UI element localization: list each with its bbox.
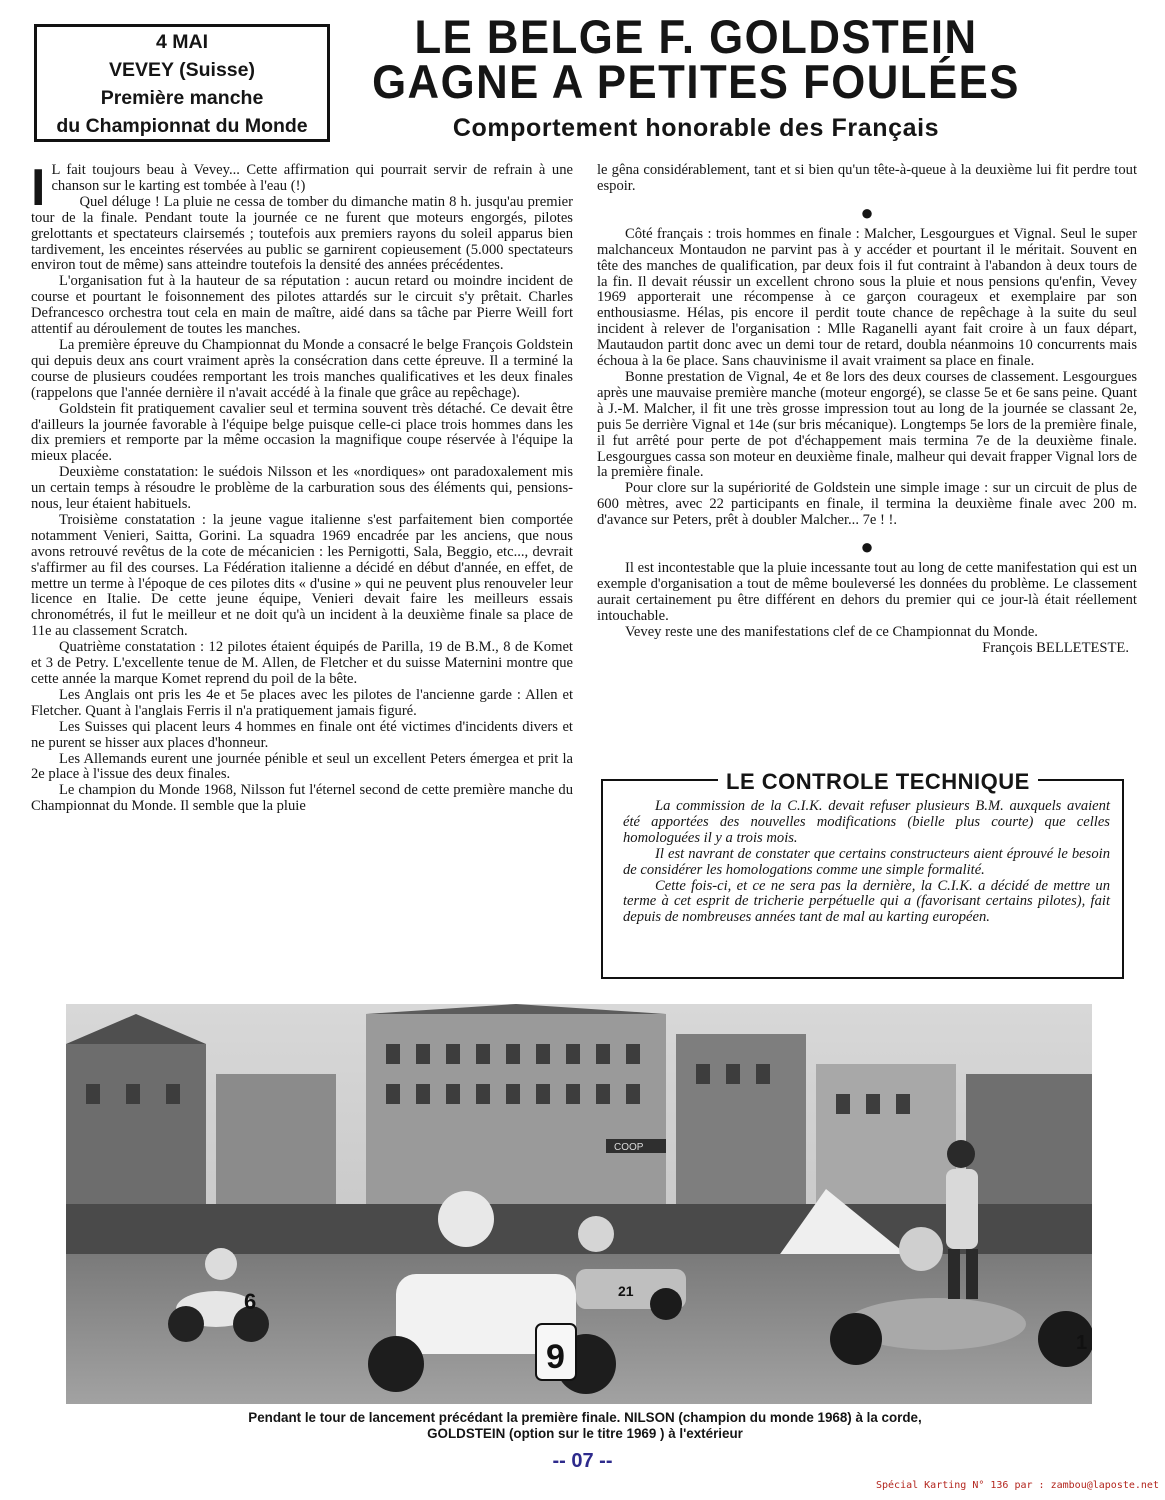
paragraph: Goldstein fit pratiquement cavalier seul et termina souvent très détaché. Ce devait être d'ailleurs la journée favorable à l'équipe belge puisque celle-ci place trois hommes dans les dix premiers et remporte par la même occasion la magnifique coupe réservée à l'équipe la mieux placée. [31, 400, 573, 465]
headline-line-1: LE BELGE F. GOLDSTEIN [414, 10, 978, 63]
drop-cap: I [31, 159, 46, 217]
kart-number: 1 [1076, 1332, 1088, 1354]
headline-line-2: GAGNE A PETITES FOULÉES [372, 55, 1020, 108]
author-signature: François BELLETESTE. [982, 639, 1129, 656]
headline [368, 10, 1025, 108]
technical-paragraph: Cette fois-ci, et ce ne sera pas la dernière, la C.I.K. a décidé de mettre un terme à cet esprit de tricherie perpétuelle qui a (favorisant certains pilotes), fait depuis de nombreuses années tant de mal au karting européen. [623, 877, 1110, 926]
footer-credit: Spécial Karting N° 136 par : zambou@laposte.net [876, 1480, 1159, 1491]
date-line: 4 MAI [155, 31, 208, 53]
paragraph: Les Allemands eurent une journée pénible et seul un excellent Peters émergea et prit la 2e place à l'issue des deux finales. [31, 750, 573, 783]
section-bullet: ● [860, 534, 874, 560]
paragraph: L fait toujours beau à Vevey... Cette affirmation qui pourrait servir de refrain à une chanson sur le karting est tombée à l'eau (!) [51, 162, 573, 194]
technical-control-box [601, 769, 1124, 979]
paragraph: La première épreuve du Championnat du Monde a consacré le belge François Goldstein qui depuis deux ans court vraiment après la consécration dans cette épreuve. Il a terminé la course de plusieurs coudées remportant les trois manches qualificatives et les deux finales (rappelons que l'année dernière il n'avait accédé à la finale que grâce au repêchage). [31, 336, 573, 401]
technical-paragraph: La commission de la C.I.K. devait refuser plusieurs B.M. auxquels avaient été apportées des nouvelles modifications (bielle plus courte) que celles homologuées il y a trois mois. [623, 798, 1110, 846]
caption-line-1: Pendant le tour de lancement précédant la première finale. NILSON (champion du monde 1968) à la corde, [248, 1410, 922, 1425]
shop-sign: COOP [614, 1142, 644, 1153]
kart-number: 6 [244, 1289, 257, 1314]
paragraph: Quatrième constatation : 12 pilotes étaient équipés de Parilla, 19 de B.M., 8 de Komet et 3 de Petry. L'excellente tenue de M. Allen, de Fletcher et du suisse Maternini montre que cette année la marque Komet reprend du poil de la bête. [31, 639, 573, 687]
paragraph: Vevey reste une des manifestations clef de ce Championnat du Monde. [625, 623, 1038, 640]
subheadline: Comportement honorable des Français [452, 114, 940, 142]
kart-number: 9 [546, 1338, 565, 1376]
paragraph: Le champion du Monde 1968, Nilsson fut l'éternel second de cette première manche du Championnat du Monde. Il semble que la pluie [31, 782, 573, 815]
paragraph: L'organisation fut à la hauteur de sa réputation : aucun retard ou moindre incident de course et pourtant le foisonnement des pilotes attardés sur le circuit s'y prêtait. Charles Defrancesco orchestra tout cela en main de maître, aidé dans sa tâche par Pierre Weill fort attentif au déroulement de toutes les manches. [31, 273, 573, 338]
paragraph: Deuxième constatation: le suédois Nilsson et les «nordiques» ont paradoxalement mis un certain temps à résoudre le problème de la carburation sous des éléments qui, pensions-nous, leur étaient habituels. [31, 464, 573, 513]
championship-line: du Championnat du Monde [56, 115, 308, 137]
technical-box-title: LE CONTROLE TECHNIQUE [718, 769, 1038, 795]
location-line: VEVEY (Suisse) [109, 59, 255, 81]
page-number: -- 07 -- [552, 1450, 613, 1472]
paragraph: Troisième constatation : la jeune vague italienne s'est parfaitement bien comportée notamment Venieri, Saitta, Gorini. La squadra 1969 encadrée par les anciens, que nous avons retrouvé revêtus de la cote de mécanicien : les Pernigotti, Sala, Beggio, etc..., devrait s'affirmer au fil des courses. La Fédération italienne a décidé en début d'année, en effet, de mettre un terme à l'époque de ces pilotes dits « d'usine » qui ne peuvent plus renouveler leur licence en Italie. De cette jeune équipe, Venieri devait faire les meilleurs essais chronométrés, il fut le meilleur et ne doit qu'à un incident à la deuxième finale sa place de 11e au classement Scratch. [31, 511, 573, 640]
paragraph: Les Anglais ont pris les 4e et 5e places avec les pilotes de l'ancienne garde : Allen et Fletcher. Quant à l'anglais Ferris il n'a pratiquement jamais figuré. [31, 686, 573, 719]
photo-caption [100, 1410, 1070, 1442]
paragraph: Il est incontestable que la pluie incessante tout au long de cette manifestation qui est un exemple d'organisation a tout de même bouleversé les données du problème. Le classement aurait certainement pu être différent en dehors du premier qui ce jour-là était réellement intouchable. [597, 560, 1137, 624]
kart-number: 21 [618, 1283, 634, 1299]
section-bullet: ● [860, 199, 874, 225]
paragraph: Les Suisses qui placent leurs 4 hommes en finale ont été victimes d'incidents divers et ne purent se hisser aux places d'honneur. [31, 718, 573, 751]
paragraph: le gêna considérablement, tant et si bien qu'un tête-à-queue à la deuxième lui fit perdre tout espoir. [597, 162, 1137, 194]
paragraph: Côté français : trois hommes en finale : Malcher, Lesgourgues et Vignal. Seul le super malchanceux Montaudon ne parvint pas à y accéder et pourtant il le méritait. Souvent en tête des manches de qualification, par deux fois il fut contraint à l'abandon à deux tours de la fin. Il devait réussir un excellent chrono sous la pluie et nous pensions qu'enfin, Vevey 1969 apporterait une récompense à ce garçon courageux et exemplaire par son enthousiasme. Hélas, pis encore il perdit toute chance de repêchage à la suite du seul incident à relever de l'organisation : Mlle Raganelli ayant fait croire à un faux départ, Mautaudon partit donc avec un demi tour de retard, doubla néanmoins 10 concurrents mais échoua à la 6e place. Sans chauvinisme il avait vraiment sa place en finale. [597, 225, 1137, 370]
round-line: Première manche [100, 87, 264, 109]
article-right-column [597, 163, 1137, 656]
paragraph: Quel déluge ! La pluie ne cessa de tomber du dimanche matin 8 h. jusqu'au premier tour de la finale. Pendant toute la journée ce ne furent que moteurs engorgés, pilotes grelottants et spectateurs clairsemés ; toutefois aux premiers rayons du soleil apparus bien tardivement, les enceintes réservées au public se garnirent copieusement (5.000 spectateurs environ tout de même) sans atteindre toutefois la densité des années précédentes. [31, 193, 573, 274]
paragraph: Bonne prestation de Vignal, 4e et 8e lors des deux courses de classement. Lesgourgues après une mauvaise première manche (moteur engorgé), se classe 5e et 6e sans peine. Quant à J.-M. Malcher, il fit une très grosse impression tout au long de la journée se classant 2e, puis 5e derrière Vignal et 14e (sur bris mécanique). Longtemps 5e lors de la première finale, il fut arrêté pour perte de pot d'échappement mais termina 7e de la deuxième finale. Lesgourgues cassa son moteur en deuxième finale, malheur qui devait frapper Vignal lors de la première finale. [597, 368, 1138, 481]
race-photo [66, 1004, 1092, 1404]
technical-paragraph: Il est navrant de constater que certains constructeurs aient éprouvé le besoin de considérer les homologations comme une simple formalité. [623, 845, 1110, 878]
caption-line-2: GOLDSTEIN (option sur le titre 1969 ) à l'extérieur [427, 1426, 743, 1441]
paragraph: Pour clore sur la supériorité de Goldstein une simple image : sur un circuit de plus de 600 mètres, avec 22 participants en finale, il termina la deuxième finale avec 200 m. d'avance sur Peters, prêt à doubler Malcher... 7e ! !. [597, 480, 1137, 529]
date-box [34, 24, 330, 142]
article-left-column [31, 159, 573, 815]
